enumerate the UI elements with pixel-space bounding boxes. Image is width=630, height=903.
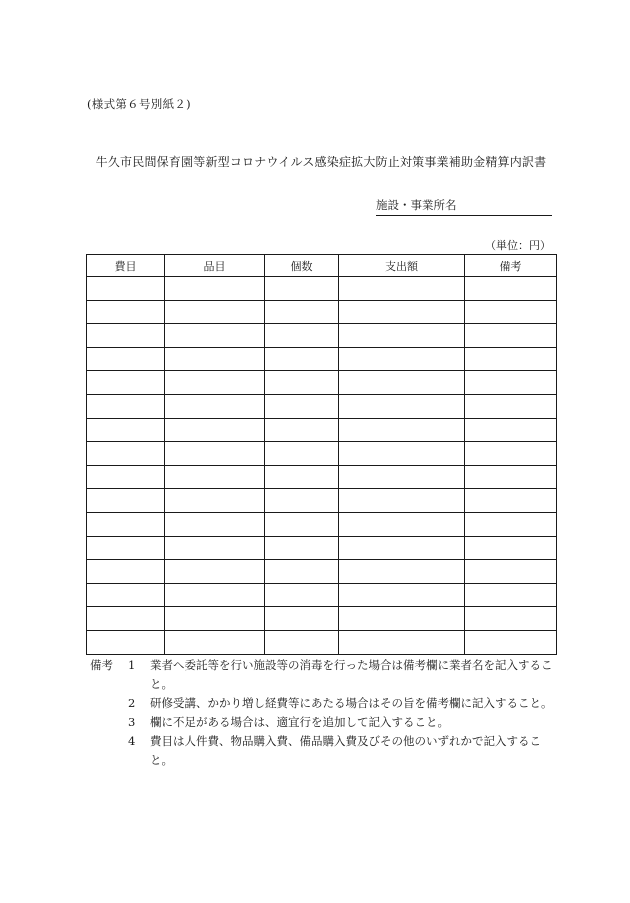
cell-expense-item [87, 489, 165, 513]
cell-quantity [265, 630, 339, 654]
cell-expense-item [87, 324, 165, 348]
cell-quantity [265, 324, 339, 348]
table-row [87, 512, 557, 536]
cell-remarks [465, 583, 557, 607]
cell-product [165, 512, 265, 536]
cell-quantity [265, 583, 339, 607]
note-item [90, 694, 560, 713]
cell-quantity [265, 347, 339, 371]
cell-product [165, 347, 265, 371]
cell-product [165, 442, 265, 466]
cell-product [165, 536, 265, 560]
table-row [87, 489, 557, 513]
cell-expenditure [339, 371, 465, 395]
cell-expense-item [87, 465, 165, 489]
cell-quantity [265, 394, 339, 418]
table-row [87, 465, 557, 489]
cell-remarks [465, 512, 557, 536]
column-header-expenditure: 支出額 [339, 255, 465, 277]
table-row [87, 583, 557, 607]
cell-quantity [265, 607, 339, 631]
cell-product [165, 489, 265, 513]
form-number: (様式第６号別紙２) [87, 97, 191, 111]
table-row [87, 277, 557, 301]
cell-quantity [265, 536, 339, 560]
facility-name-field [376, 197, 552, 216]
table-row [87, 536, 557, 560]
note-number: 2 [128, 696, 136, 710]
table-body [87, 277, 557, 655]
cell-product [165, 583, 265, 607]
cell-remarks [465, 347, 557, 371]
table-row [87, 442, 557, 466]
column-header-product: 品目 [165, 255, 265, 277]
cell-expense-item [87, 442, 165, 466]
cell-expense-item [87, 300, 165, 324]
note-number: 1 [128, 658, 136, 672]
cell-remarks [465, 442, 557, 466]
note-item [90, 732, 560, 770]
notes-section [90, 656, 560, 770]
note-number: 3 [128, 715, 136, 729]
cell-expenditure [339, 536, 465, 560]
facility-name-label: 施設・事業所名 [376, 198, 457, 212]
note-number: 4 [128, 734, 136, 748]
cell-remarks [465, 277, 557, 301]
cell-quantity [265, 512, 339, 536]
cell-remarks [465, 536, 557, 560]
note-item [90, 713, 560, 732]
cell-remarks [465, 607, 557, 631]
cell-quantity [265, 277, 339, 301]
cell-product [165, 607, 265, 631]
cell-expenditure [339, 465, 465, 489]
cell-expenditure [339, 442, 465, 466]
column-header-quantity: 個数 [265, 255, 339, 277]
cell-remarks [465, 394, 557, 418]
notes-label: 備考 [90, 658, 113, 672]
cell-quantity [265, 560, 339, 584]
table-row [87, 630, 557, 654]
table-header-row [87, 255, 557, 277]
document-title: 牛久市民間保育園等新型コロナウイルス感染症拡大防止対策事業補助金精算内訳書 [95, 155, 547, 169]
note-text: 業者へ委託等を行い施設等の消毒を行った場合は備考欄に業者名を記入すること。 [150, 658, 553, 691]
cell-expense-item [87, 560, 165, 584]
table-row [87, 394, 557, 418]
cell-expense-item [87, 371, 165, 395]
column-header-expense-item: 費目 [87, 255, 165, 277]
cell-product [165, 277, 265, 301]
cell-quantity [265, 465, 339, 489]
table-row [87, 300, 557, 324]
cell-expenditure [339, 560, 465, 584]
cell-expense-item [87, 630, 165, 654]
cell-product [165, 324, 265, 348]
cell-remarks [465, 324, 557, 348]
cell-expenditure [339, 300, 465, 324]
cell-expenditure [339, 277, 465, 301]
cell-expense-item [87, 583, 165, 607]
cell-remarks [465, 371, 557, 395]
cell-remarks [465, 630, 557, 654]
cell-expense-item [87, 277, 165, 301]
cell-product [165, 418, 265, 442]
cell-remarks [465, 465, 557, 489]
cell-expenditure [339, 583, 465, 607]
cell-expense-item [87, 607, 165, 631]
cell-product [165, 630, 265, 654]
cell-expenditure [339, 418, 465, 442]
cell-product [165, 394, 265, 418]
cell-quantity [265, 442, 339, 466]
cell-expenditure [339, 347, 465, 371]
cell-quantity [265, 300, 339, 324]
cell-expenditure [339, 630, 465, 654]
expense-detail-table [86, 254, 557, 655]
note-item [90, 656, 560, 694]
note-text: 研修受講、かかり増し経費等にあたる場合はその旨を備考欄に記入すること。 [150, 696, 553, 710]
column-header-remarks: 備考 [465, 255, 557, 277]
cell-expenditure [339, 607, 465, 631]
cell-expenditure [339, 394, 465, 418]
cell-expense-item [87, 394, 165, 418]
cell-remarks [465, 560, 557, 584]
table-row [87, 418, 557, 442]
note-text: 費目は人件費、物品購入費、備品購入費及びその他のいずれかで記入すること。 [150, 734, 541, 767]
cell-remarks [465, 300, 557, 324]
cell-expenditure [339, 512, 465, 536]
cell-expense-item [87, 347, 165, 371]
cell-product [165, 465, 265, 489]
table-row [87, 371, 557, 395]
cell-remarks [465, 418, 557, 442]
cell-quantity [265, 489, 339, 513]
table-row [87, 560, 557, 584]
cell-expenditure [339, 489, 465, 513]
cell-quantity [265, 418, 339, 442]
table-row [87, 324, 557, 348]
cell-product [165, 560, 265, 584]
cell-expense-item [87, 512, 165, 536]
cell-remarks [465, 489, 557, 513]
cell-expense-item [87, 536, 165, 560]
cell-expense-item [87, 418, 165, 442]
cell-product [165, 371, 265, 395]
unit-label: （単位：円） [485, 239, 551, 252]
cell-expenditure [339, 324, 465, 348]
table-row [87, 347, 557, 371]
cell-quantity [265, 371, 339, 395]
note-text: 欄に不足がある場合は、適宜行を追加して記入すること。 [150, 715, 449, 729]
table-row [87, 607, 557, 631]
cell-product [165, 300, 265, 324]
